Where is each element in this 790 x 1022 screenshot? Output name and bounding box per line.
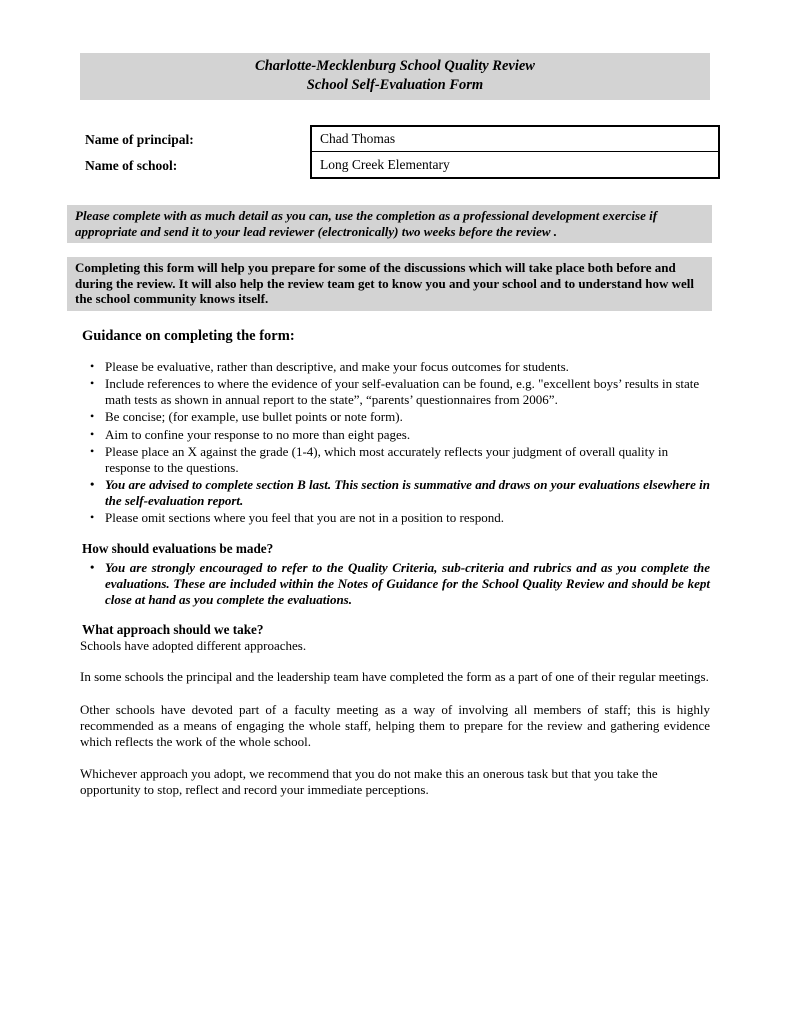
guidance-bullet-emphasized: • You are advised to complete section B last. This section is summative and draws on your evaluations elsewhere in the self-evaluation report. bbox=[80, 477, 710, 509]
evaluations-bullet-list bbox=[80, 560, 710, 607]
guidance-bullet-list bbox=[80, 359, 710, 526]
evaluations-bullet-emphasized: • You are strongly encouraged to refer to the Quality Criteria, sub-criteria and rubrics and as you complete the evaluations. These are included within the Notes of Guidance for the School Quality Review and should be kept close at hand as you complete the evaluations. bbox=[80, 560, 710, 607]
approach-paragraph: Whichever approach you adopt, we recommend that you do not make this an onerous task but that you take the opportunity to stop, reflect and record your immediate perceptions. bbox=[80, 766, 658, 798]
form-title-banner bbox=[80, 53, 710, 100]
form-title-line-1: Charlotte-Mecklenburg School Quality Review bbox=[255, 58, 535, 74]
approach-intro: Schools have adopted different approaches. bbox=[80, 638, 307, 654]
evaluations-heading: How should evaluations be made? bbox=[82, 540, 274, 556]
approach-heading: What approach should we take? bbox=[82, 622, 264, 638]
guidance-bullet: • Please omit sections where you feel that you are not in a position to respond. bbox=[80, 510, 710, 526]
approach-paragraph: In some schools the principal and the leadership team have completed the form as a part of one of their regular meetings. bbox=[80, 669, 709, 685]
principal-name-label: Name of principal: bbox=[85, 132, 194, 147]
approach-paragraph: Other schools have devoted part of a faculty meeting as a way of involving all members of staff; this is highly recommended as a means of engaging the whole staff, helping them to prepare for the review and gathering evidence which reflects the work of the whole school. bbox=[80, 701, 710, 749]
guidance-bullet: • Be concise; (for example, use bullet points or note form). bbox=[80, 409, 710, 425]
school-name-field[interactable]: Long Creek Elementary bbox=[312, 152, 718, 177]
purpose-notice: Completing this form will help you prepare for some of the discussions which will take place both before and during the review. It will also help the review team get to know you and your school and to understand how well the school community knows itself. bbox=[67, 257, 712, 311]
name-fields-section bbox=[80, 125, 720, 179]
completion-notice: Please complete with as much detail as you can, use the completion as a professional development exercise if appropriate and send it to your lead reviewer (electronically) two weeks before the review . bbox=[67, 205, 712, 243]
school-name-label: Name of school: bbox=[85, 158, 178, 173]
guidance-bullet: • Please place an X against the grade (1-4), which most accurately reflects your judgment of overall quality in response to the questions. bbox=[80, 444, 710, 476]
guidance-bullet: • Include references to where the evidence of your self-evaluation can be found, e.g. "excellent boys’ results in state math tests as shown in annual report to the state”, “parents’ questionnaires from 2006”. bbox=[80, 376, 710, 408]
guidance-heading: Guidance on completing the form: bbox=[82, 327, 295, 344]
guidance-bullet: • Please be evaluative, rather than descriptive, and make your focus outcomes for students. bbox=[80, 359, 710, 375]
principal-name-field[interactable]: Chad Thomas bbox=[312, 127, 718, 152]
name-fields-table bbox=[310, 125, 720, 179]
form-title-line-2: School Self-Evaluation Form bbox=[306, 77, 484, 93]
guidance-bullet: • Aim to confine your response to no more than eight pages. bbox=[80, 427, 710, 443]
